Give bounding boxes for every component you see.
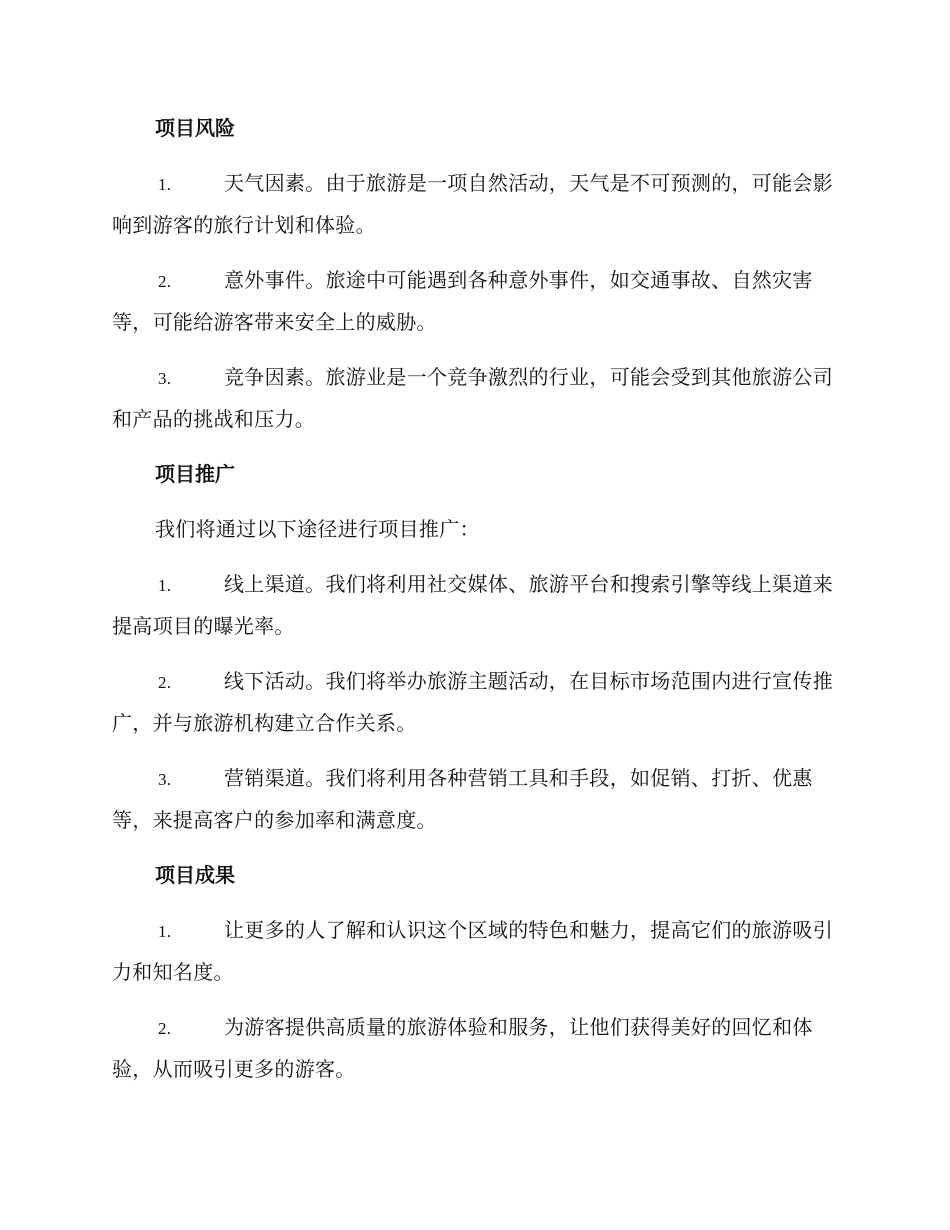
list-item-number: 1. <box>158 576 172 595</box>
list-item <box>112 260 834 342</box>
section-heading-promotion: 项目推广 <box>155 462 235 486</box>
list-item-number: 1. <box>158 922 172 941</box>
list-item <box>112 910 834 992</box>
list-item-number: 3. <box>158 770 172 789</box>
list-item <box>112 661 834 743</box>
list-item <box>112 564 834 646</box>
list-item-number: 1. <box>158 175 172 194</box>
list-item-text: 营销渠道。我们将利用各种营销工具和手段，如促销、打折、优惠等，来提高客户的参加率和满意度。 <box>112 766 813 832</box>
list-item <box>112 758 834 840</box>
list-item-text: 为游客提供高质量的旅游体验和服务，让他们获得美好的回忆和体验，从而吸引更多的游客。 <box>112 1015 813 1081</box>
list-item-text: 竞争因素。旅游业是一个竞争激烈的行业，可能会受到其他旅游公司和产品的挑战和压力。 <box>112 365 833 431</box>
list-item-text: 线下活动。我们将举办旅游主题活动，在目标市场范围内进行宣传推广，并与旅游机构建立合作关系。 <box>112 669 833 735</box>
list-item-text: 让更多的人了解和认识这个区域的特色和魅力，提高它们的旅游吸引力和知名度。 <box>112 918 833 984</box>
list-item-text: 意外事件。旅途中可能遇到各种意外事件，如交通事故、自然灾害等，可能给游客带来安全上的威胁。 <box>112 268 813 334</box>
section-heading-risks: 项目风险 <box>155 116 235 140</box>
document-body <box>112 108 834 1104</box>
list-item-number: 2. <box>158 673 172 692</box>
list-item-number: 2. <box>158 1019 172 1038</box>
list-item <box>112 163 834 245</box>
list-item-text: 线上渠道。我们将利用社交媒体、旅游平台和搜索引擎等线上渠道来提高项目的曝光率。 <box>112 572 833 638</box>
section-intro: 我们将通过以下途径进行项目推广： <box>155 517 480 541</box>
section-heading-outcomes: 项目成果 <box>155 863 235 887</box>
list-item-number: 3. <box>158 369 172 388</box>
list-item-text: 天气因素。由于旅游是一项自然活动，天气是不可预测的，可能会影响到游客的旅行计划和体验。 <box>112 171 833 237</box>
list-item <box>112 357 834 439</box>
list-item-number: 2. <box>158 272 172 291</box>
list-item <box>112 1007 834 1089</box>
